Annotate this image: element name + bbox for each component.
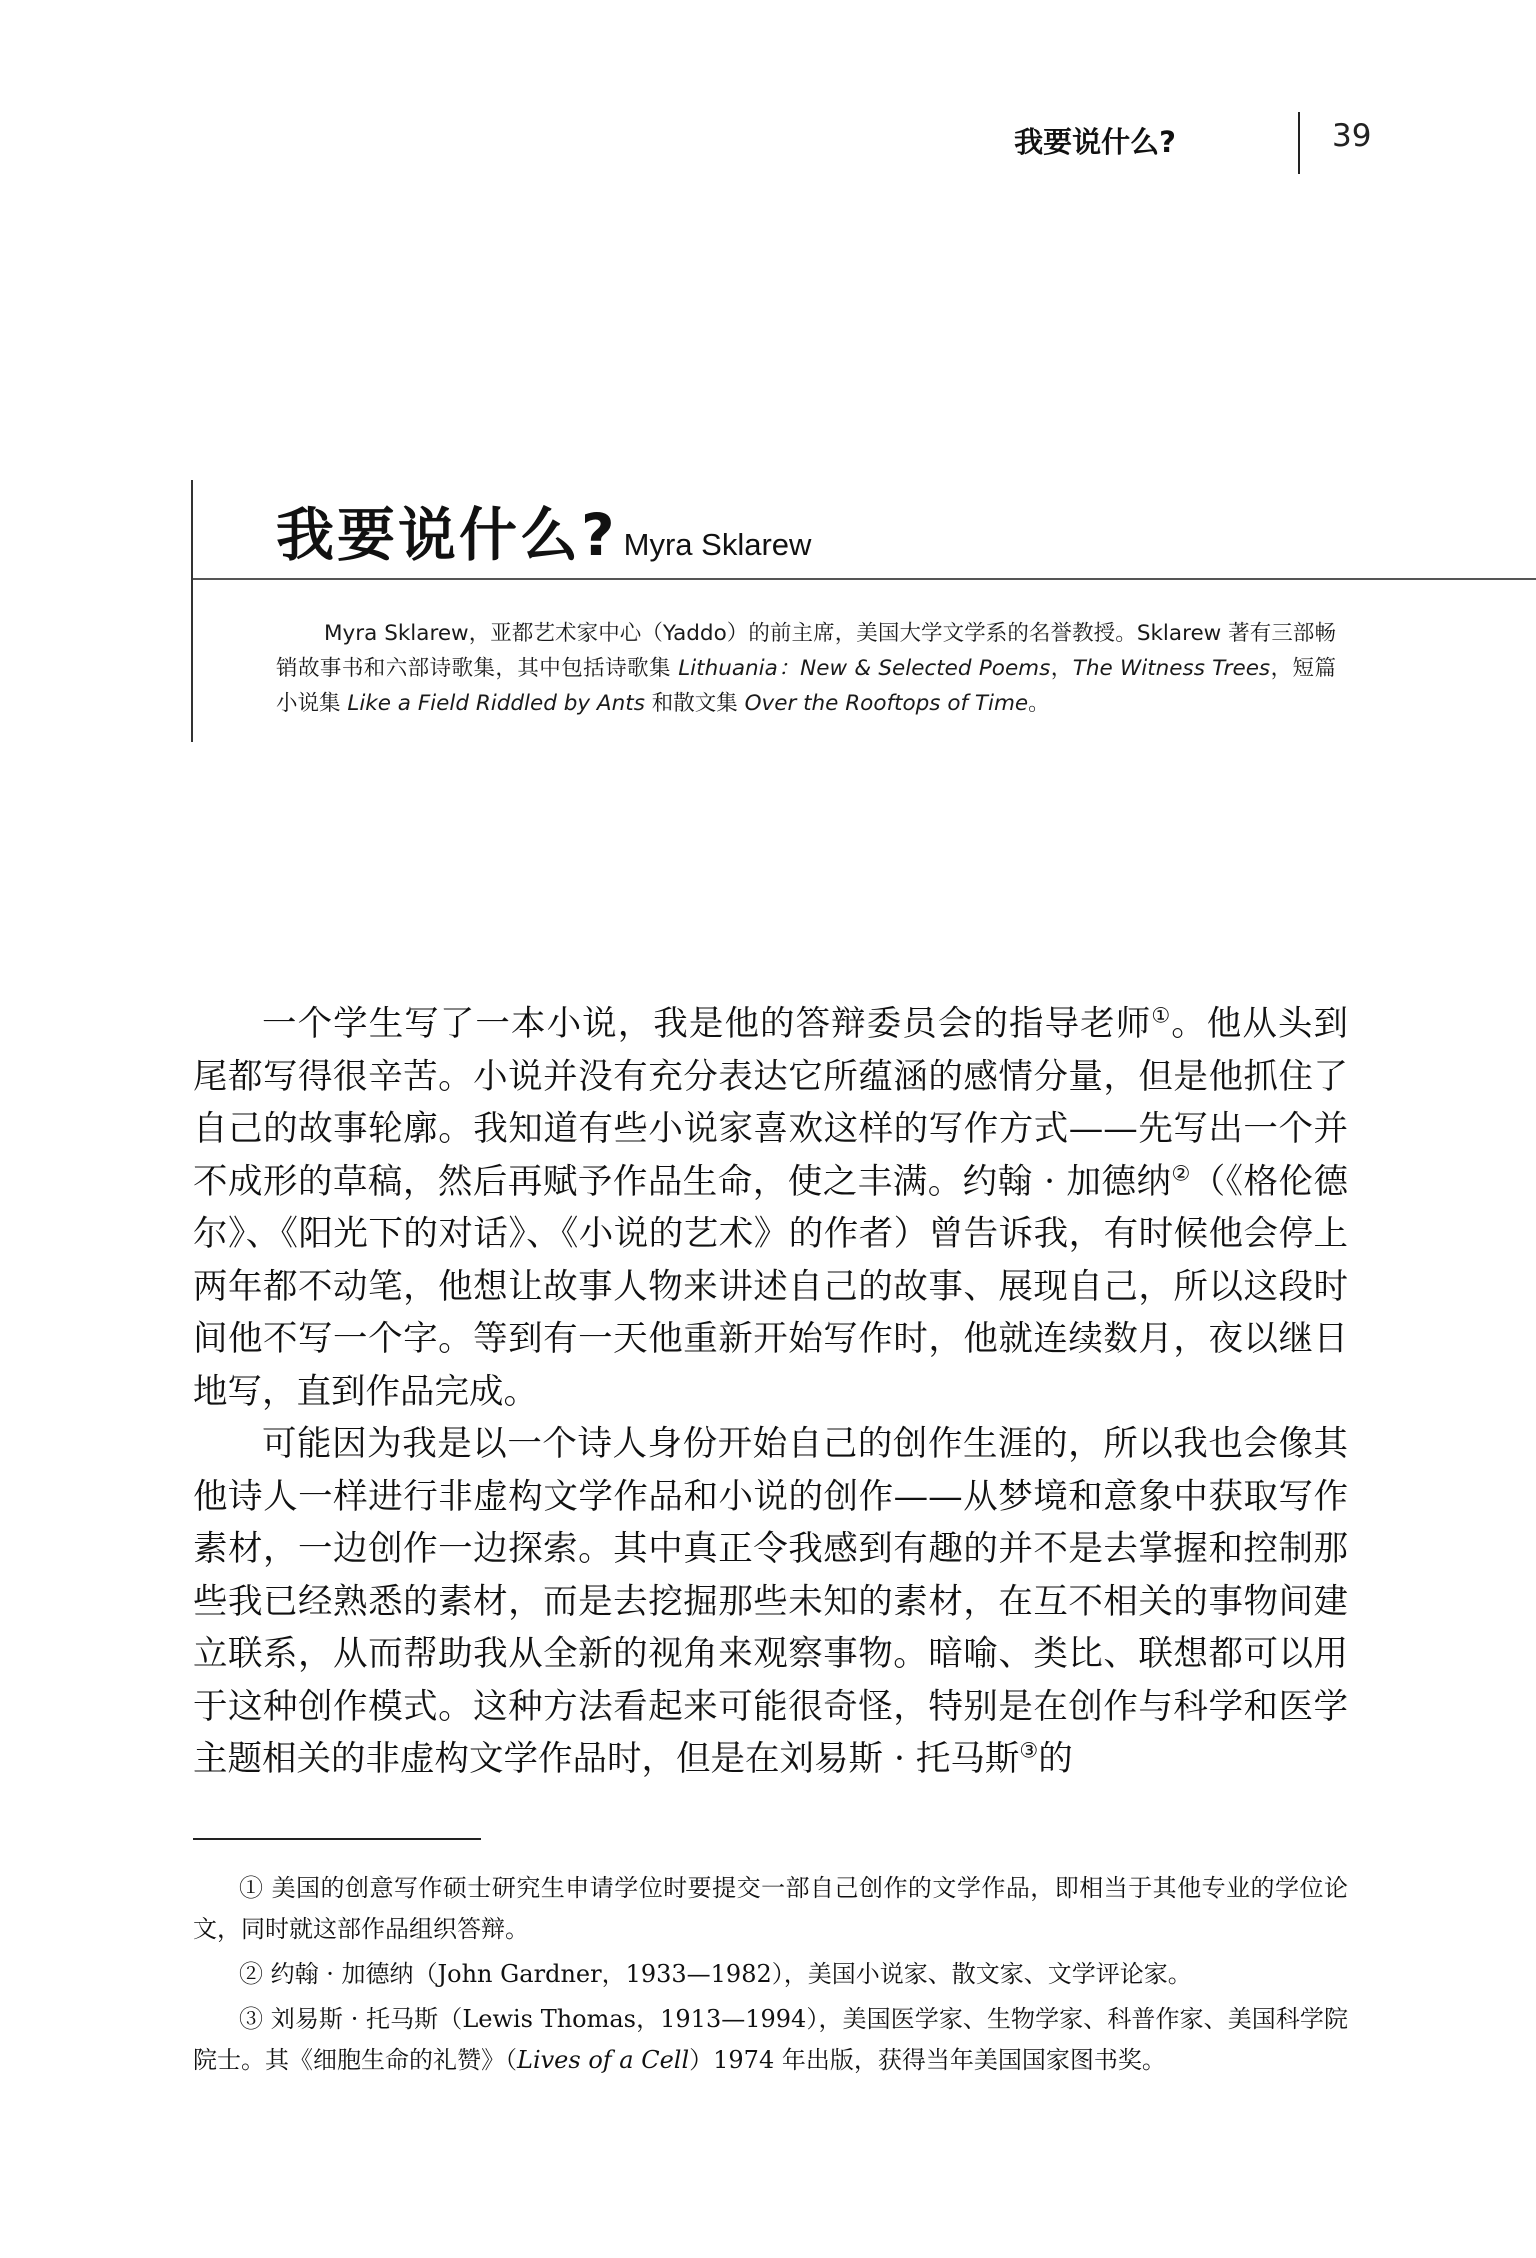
body-text: [193, 998, 1348, 1786]
chapter-title-text: 我要说什么?: [276, 501, 618, 569]
body-paragraph-1: 一个学生写了一本小说，我是他的答辩委员会的指导老师①。他从头到尾都写得很辛苦。小说并没有充分表达它所蕴涵的感情分量，但是他抓住了自己的故事轮廓。我知道有些小说家喜欢这样的写作方式——先写出一个并不成形的草稿，然后再赋予作品生命，使之丰满。约翰 · 加德纳②（《格伦德尔》、《阳光下的对话》、《小说的艺术》的作者）曾告诉我，有时候他会停上两年都不动笔，他想让故事人物来讲述自己的故事、展现自己，所以这段时间他不写一个字。等到有一天他重新开始写作时，他就连续数月，夜以继日地写，直到作品完成。: [193, 1003, 1349, 1412]
title-vertical-rule: [191, 480, 193, 742]
running-head: [1014, 112, 1372, 174]
intro-text: Myra Sklarew，亚都艺术家中心（Yaddo）的前主席，美国大学文学系的名誉教授。Sklarew 著有三部畅销故事书和六部诗歌集，其中包括诗歌集: [276, 621, 1336, 681]
intro-text: ，: [1050, 656, 1073, 681]
footnote-1: ① 美国的创意写作硕士研究生申请学位时要提交一部自己创作的文学作品，即相当于其他专业的学位论文，同时就这部作品组织答辩。: [193, 1874, 1348, 1943]
footnote-ref-2[interactable]: ②: [1171, 1161, 1191, 1185]
running-head-divider: [1298, 112, 1300, 174]
intro-text: 和散文集: [644, 691, 745, 716]
footnotes: [193, 1868, 1348, 2085]
running-head-title: 我要说什么?: [1014, 125, 1176, 159]
footnote-ref-3[interactable]: ③: [1019, 1738, 1039, 1763]
title-horizontal-rule: [193, 578, 1536, 580]
intro-book-title: The Witness Trees: [1072, 656, 1271, 681]
author-intro: [276, 616, 1336, 721]
intro-book-title: Lithuania：New & Selected Poems: [678, 656, 1051, 681]
footnote-separator: [193, 1838, 481, 1840]
footnote-3: ③ 刘易斯 · 托马斯（Lewis Thomas，1913—1994），美国医学家、生物学家、科普作家、美国科学院院士。其《细胞生命的礼赞》（Lives of a Cell）1974 年出版，获得当年美国国家图书奖。: [193, 2005, 1348, 2074]
footnote-ref-1[interactable]: ①: [1151, 1003, 1172, 1028]
page-number: 39: [1332, 118, 1372, 154]
intro-book-title: Like a Field Riddled by Ants: [347, 691, 645, 716]
intro-text: ，短篇小说集: [276, 656, 1336, 716]
footnote-book-title: Lives of a Cell: [517, 2046, 690, 2074]
intro-book-title: Over the Rooftops of Time: [744, 691, 1029, 716]
body-paragraph-2: 可能因为我是以一个诗人身份开始自己的创作生涯的，所以我也会像其他诗人一样进行非虚构文学作品和小说的创作——从梦境和意象中获取写作素材，一边创作一边探索。其中真正令我感到有趣的并不是去掌握和控制那些我已经熟悉的素材，而是去挖掘那些未知的素材，在互不相关的事物间建立联系，从而帮助我从全新的视角来观察事物。暗喻、类比、联想都可以用于这种创作模式。这种方法看起来可能很奇怪，特别是在创作与科学和医学主题相关的非虚构文学作品时，但是在刘易斯 · 托马斯③的: [193, 1424, 1348, 1779]
chapter-author: Myra Sklarew: [623, 527, 812, 562]
intro-text: 。: [1028, 691, 1050, 716]
footnote-2: ② 约翰 · 加德纳（John Gardner，1933—1982），美国小说家、散文家、文学评论家。: [239, 1960, 1192, 1988]
chapter-title: [276, 488, 811, 572]
